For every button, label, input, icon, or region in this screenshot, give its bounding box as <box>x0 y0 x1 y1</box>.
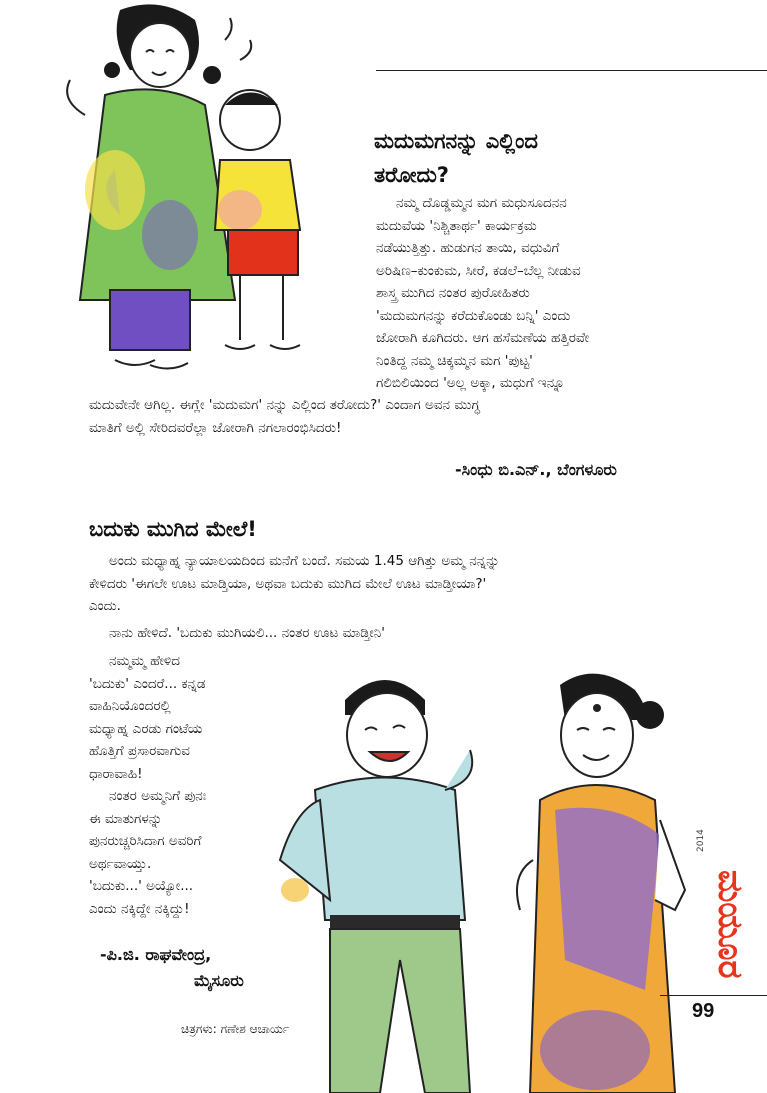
story2-full-line: ಎಂದು. <box>89 598 121 614</box>
top-rule <box>376 70 767 71</box>
story1-line: ಅರಿಷಿಣ–ಕುಂಕುಮ, ಸೀರೆ, ಕಡಲೆ–ಬೆಲ್ಲ ನೀಡುವ <box>376 262 581 279</box>
story1-line: 'ಮದುಮಗನನ್ನು ಕರೆದುಕೊಂಡು ಬನ್ನಿ' ಎಂದು <box>376 307 571 324</box>
story2-body-full <box>89 550 500 644</box>
story1-title-line1: ಮದುಮಗನನ್ನು ಎಲ್ಲಿಂದ <box>374 129 538 153</box>
page-number: 99 <box>692 1000 715 1022</box>
story1-full-line: ಮಾತಿಗೆ ಅಲ್ಲಿ ಸೇರಿದವರೆಲ್ಲಾ ಜೋರಾಗಿ ನಗಲಾರಂಭಿಸಿದರು! <box>89 419 342 436</box>
story1-signature: -ಸಿಂಧು ಬಿ.ಎನ್., ಬೆಂಗಳೂರು <box>455 460 617 479</box>
story1-line: ನಮ್ಮ ದೊಡ್ಡಮ್ಮನ ಮಗ ಮಧುಸೂದನನ <box>396 195 567 211</box>
story2-line: ಮಧ್ಯಾಹ್ನ ಎರಡು ಗಂಟೆಯ <box>89 720 203 737</box>
story1-line: ಜೋರಾಗಿ ಕೂಗಿದರು. ಆಗ ಹಸೆಮಣೆಯ ಹತ್ತಿರವೇ <box>376 330 589 346</box>
story1-line: ಗಲಿಬಿಲಿಯಿಂದ 'ಅಲ್ಲ ಅಕ್ಕಾ, ಮಧುಗೆ ಇನ್ನೂ <box>376 375 565 391</box>
story2-full-line: ಅಂದು ಮಧ್ಯಾಹ್ನ ನ್ಯಾಯಾಲಯದಿಂದ ಮನೆಗೆ ಬಂದೆ. ಸಮಯ 1.45 ಆಗಿತ್ತು ಅಮ್ಮ ನನ್ನನ್ನು <box>109 553 500 569</box>
story1-line: ಮದುವೆಯ 'ನಿಶ್ಚಿತಾರ್ಥ' ಕಾರ್ಯಕ್ರಮ <box>376 217 537 234</box>
bottom-rule <box>660 995 767 996</box>
illustration-credit: ಚಿತ್ರಗಳು: ಗಣೇಶ ಆಚಾರ್ಯ <box>181 1022 290 1036</box>
magazine-logo: ಮಯೂರ <box>710 870 750 979</box>
story1-body-full <box>89 394 480 439</box>
story2-line: ಎಂದು ನಕ್ಕಿದ್ದೇ ನಕ್ಕಿದ್ದು! <box>89 900 190 917</box>
story2-body-column <box>89 650 206 920</box>
story2-line: ಧಾರಾವಾಹಿ! <box>89 765 143 782</box>
man-woman-illustration <box>275 660 715 1093</box>
story2-line: ಹೊತ್ತಿಗೆ ಪ್ರಸಾರವಾಗುವ <box>89 743 190 759</box>
story2-line: ಈ ಮಾತುಗಳನ್ನು <box>89 810 163 827</box>
story2-title: ಬದುಕು ಮುಗಿದ ಮೇಲೆ! <box>89 517 257 541</box>
story1-title-line2: ತರೋದು? <box>374 163 449 187</box>
story1-line: ನಡೆಯುತ್ತಿತ್ತು. ಹುಡುಗನ ತಾಯಿ, ವಧುವಿಗೆ <box>376 240 560 256</box>
year-label: 2014 <box>696 829 706 852</box>
story2-line: ವಾಹಿನಿಯೊಂದರಲ್ಲಿ <box>89 698 171 714</box>
story2-line: ಅರ್ಥವಾಯ್ತು. <box>89 855 152 872</box>
story1-title <box>374 124 538 192</box>
story2-full-line: ಕೇಳಿದರು 'ಈಗಲೇ ಊಟ ಮಾಡ್ತಿಯಾ, ಅಥವಾ ಬದುಕು ಮುಗಿದ ಮೇಲೆ ಊಟ ಮಾಡ್ತೀಯಾ?' <box>89 575 487 592</box>
story1-full-line: ಮದುವೇನೇ ಆಗಿಲ್ಲ. ಈಗ್ಲೇ 'ಮದುಮಗ' ನನ್ನು ಎಲ್ಲಿಂದ ತರೋದು?' ಎಂದಾಗ ಅವನ ಮುಗ್ಧ <box>89 397 480 413</box>
story2-full-line: ನಾನು ಹೇಳಿದೆ. 'ಬದುಕು ಮುಗಿಯಲಿ... ನಂತರ ಊಟ ಮಾಡ್ತೀನಿ' <box>109 624 386 641</box>
story1-line: ನಿಂತಿದ್ದ ನಮ್ಮ ಚಿಕ್ಕಮ್ಮನ ಮಗ 'ಪುಟ್ಟ' <box>376 352 533 369</box>
story2-signature-name: -ಪಿ.ಜಿ. ರಾಘವೇಂದ್ರ, <box>100 945 212 964</box>
story1-body-column <box>376 192 589 395</box>
story1-line: ಶಾಸ್ತ್ರ ಮುಗಿದ ನಂತರ ಪುರೋಹಿತರು <box>376 285 530 301</box>
story2-line: ನಮ್ಮಮ್ಮ ಹೇಳಿದ <box>109 653 181 669</box>
story2-line: 'ಬದುಕು' ಎಂದರೆ... ಕನ್ನಡ <box>89 675 206 692</box>
story2-signature-city: ಮೈಸೂರು <box>194 971 244 990</box>
mother-son-illustration <box>0 0 370 380</box>
story2-line: ಪುನರುಚ್ಚರಿಸಿದಾಗ ಅವರಿಗೆ <box>89 833 202 849</box>
story2-line: ನಂತರ ಅಮ್ಮನಿಗೆ ಪುನಃ <box>109 788 207 804</box>
story2-signature <box>100 942 244 994</box>
story2-line: 'ಬದುಕು...' ಅಯ್ಯೋ... <box>89 878 194 894</box>
